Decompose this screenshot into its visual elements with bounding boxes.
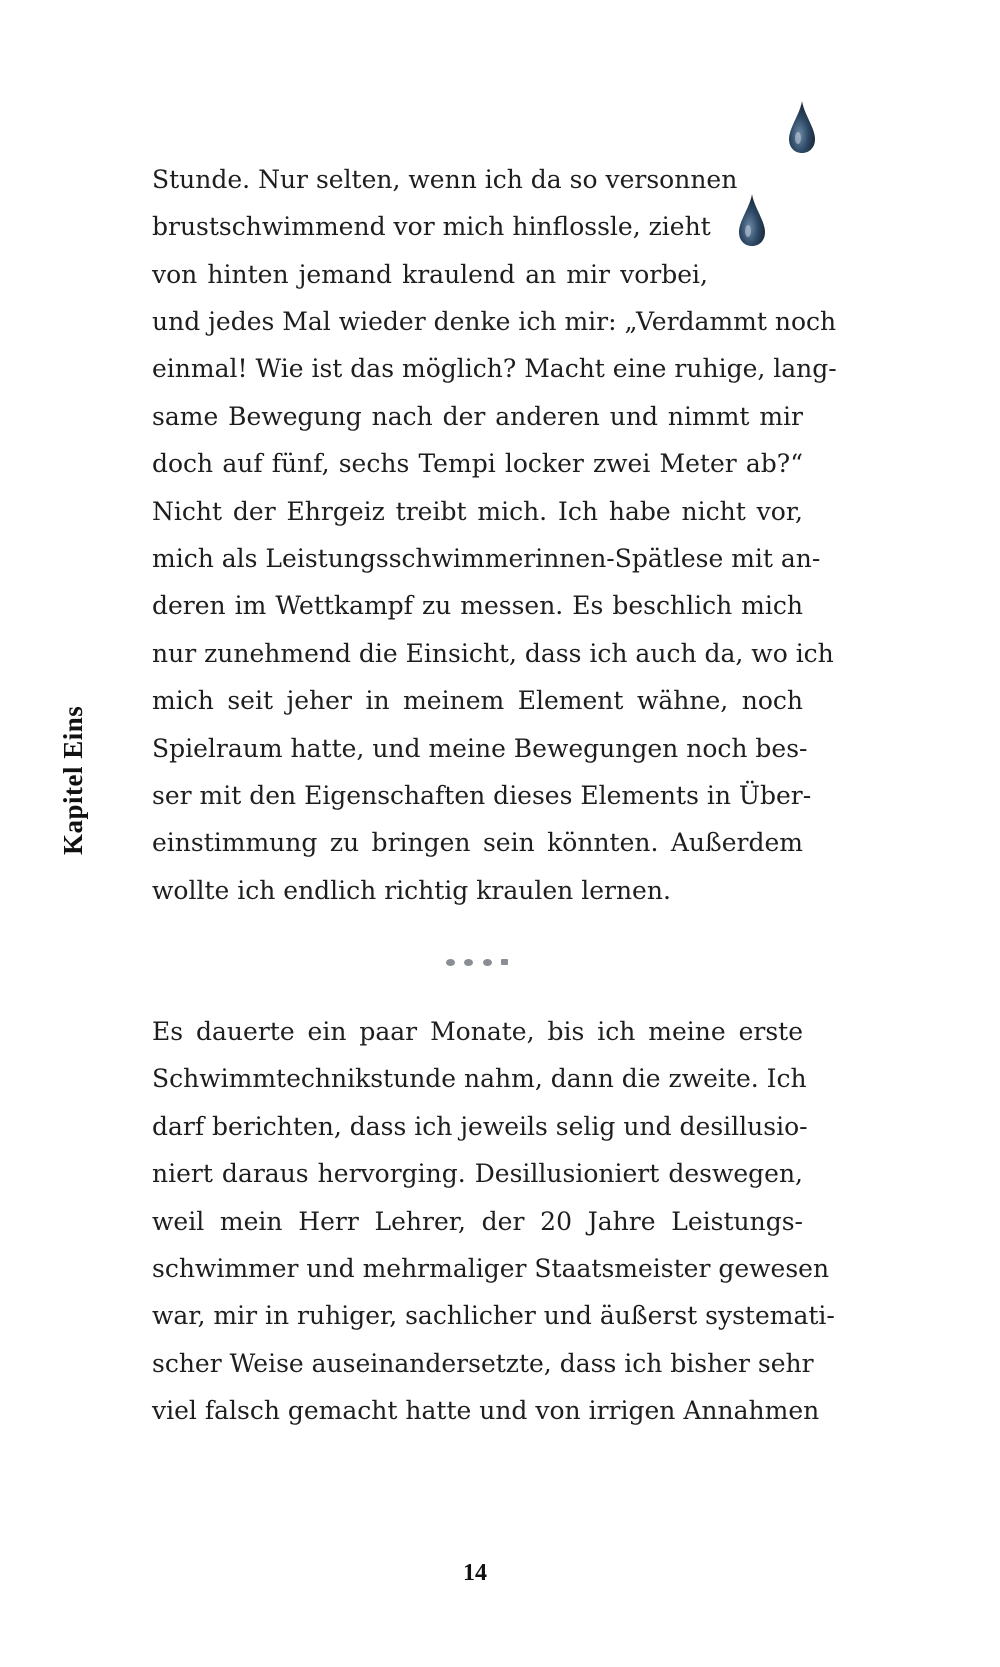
separator-dot: [483, 959, 492, 966]
text-line: Nicht der Ehrgeiz treibt mich. Ich habe nicht vor,: [152, 497, 803, 526]
text-line: weil mein Herr Lehrer, der 20 Jahre Leistungs-: [152, 1207, 803, 1236]
separator-dot: [464, 959, 473, 966]
text-line: mich als Leistungsschwimmerinnen-Spätlese mit an-: [152, 544, 821, 573]
text-line: viel falsch gemacht hatte und von irrigen Annahmen: [152, 1396, 820, 1425]
text-line: same Bewegung nach der anderen und nimmt mir: [152, 402, 803, 431]
text-line: und jedes Mal wieder denke ich mir: „Verdammt noch: [152, 307, 837, 336]
text-line: war, mir in ruhiger, sachlicher und äußerst systemati-: [152, 1301, 835, 1330]
text-line: Stunde. Nur selten, wenn ich da so versonnen: [152, 165, 738, 194]
page-number: 14: [463, 1560, 487, 1586]
text-line: nur zunehmend die Einsicht, dass ich auch da, wo ich: [152, 639, 834, 668]
text-line: Schwimmtechnikstunde nahm, dann die zweite. Ich: [152, 1064, 807, 1093]
text-line: Es dauerte ein paar Monate, bis ich meine erste: [152, 1017, 803, 1046]
chapter-label: Kapitel Eins: [58, 705, 88, 855]
text-line: deren im Wettkampf zu messen. Es beschlich mich: [152, 591, 803, 620]
text-line: einmal! Wie ist das möglich? Macht eine ruhige, lang-: [152, 354, 837, 383]
section-separator: [446, 956, 508, 968]
text-line: darf berichten, dass ich jeweils selig und desillusio-: [152, 1112, 808, 1141]
separator-dot: [446, 959, 455, 966]
text-line: scher Weise auseinandersetzte, dass ich bisher sehr: [152, 1349, 814, 1378]
text-line: doch auf fünf, sechs Tempi locker zwei Meter ab?“: [152, 449, 803, 478]
text-line: schwimmer und mehrmaliger Staatsmeister gewesen: [152, 1254, 830, 1283]
text-line: wollte ich endlich richtig kraulen lernen.: [152, 876, 671, 905]
text-line: niert daraus hervorging. Desillusioniert deswegen,: [152, 1159, 803, 1188]
text-line: Spielraum hatte, und meine Bewegungen noch bes-: [152, 734, 808, 763]
text-line: einstimmung zu bringen sein könnten. Außerdem: [152, 828, 803, 857]
text-line: brustschwimmend vor mich hinflossle, zieht: [152, 212, 711, 241]
text-line: von hinten jemand kraulend an mir vorbei,: [152, 260, 708, 289]
water-drop-icon: [738, 193, 766, 247]
water-drop-icon: [788, 100, 816, 154]
separator-dot: [501, 959, 508, 965]
text-line: ser mit den Eigenschaften dieses Elements in Über-: [152, 781, 812, 810]
text-line: mich seit jeher in meinem Element wähne, noch: [152, 686, 803, 715]
